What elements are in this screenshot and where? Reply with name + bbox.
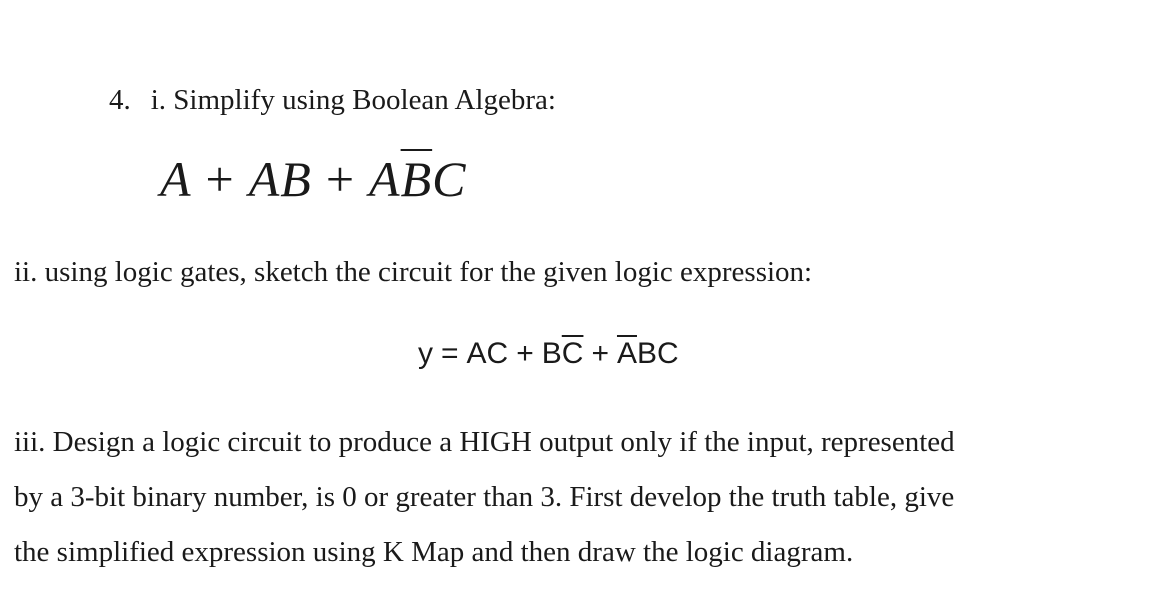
expr1-term3-c: C — [432, 151, 467, 207]
expr2-term2-c-complement: $\overline{C}$ — [561, 337, 584, 370]
part1-label: i. Simplify using Boolean Algebra: — [150, 84, 556, 116]
expr1-term1: A — [160, 151, 192, 207]
part3-line: the simplified expression using K Map and then draw the logic diagram. — [14, 536, 854, 568]
boolean-expression-2 — [418, 337, 679, 371]
expr2-term3-bc: BC — [636, 337, 679, 370]
question-part1-heading — [109, 84, 556, 117]
expr2-plus-1: + — [516, 337, 534, 370]
expr2-equals: = — [441, 337, 459, 370]
part2-label: ii. using logic gates, sketch the circuit for the given logic expression: — [14, 256, 813, 288]
expr1-plus-2: + — [325, 151, 356, 207]
part3-line: by a 3-bit binary number, is 0 or greater than 3. First develop the truth table, give — [14, 481, 955, 513]
expr1-term3-a: A — [369, 151, 401, 207]
expr2-plus-2: + — [591, 337, 609, 370]
expr2-lhs: y — [418, 337, 433, 370]
part3-paragraph — [14, 415, 1164, 580]
expr1-term2: AB — [248, 151, 312, 207]
part3-line: iii. Design a logic circuit to produce a HIGH output only if the input, represented — [14, 426, 955, 458]
expr2-term3-a-complement: $\overline{A}$ — [616, 337, 637, 370]
expr1-plus-1: + — [205, 151, 235, 207]
expr2-term1: AC — [466, 337, 509, 370]
boolean-expression-1 — [160, 150, 467, 208]
expr2-term2-b: B — [541, 337, 562, 370]
expr1-term3-b-complement: $\overline{B}$ — [400, 151, 433, 207]
question-number: 4. — [109, 84, 131, 116]
